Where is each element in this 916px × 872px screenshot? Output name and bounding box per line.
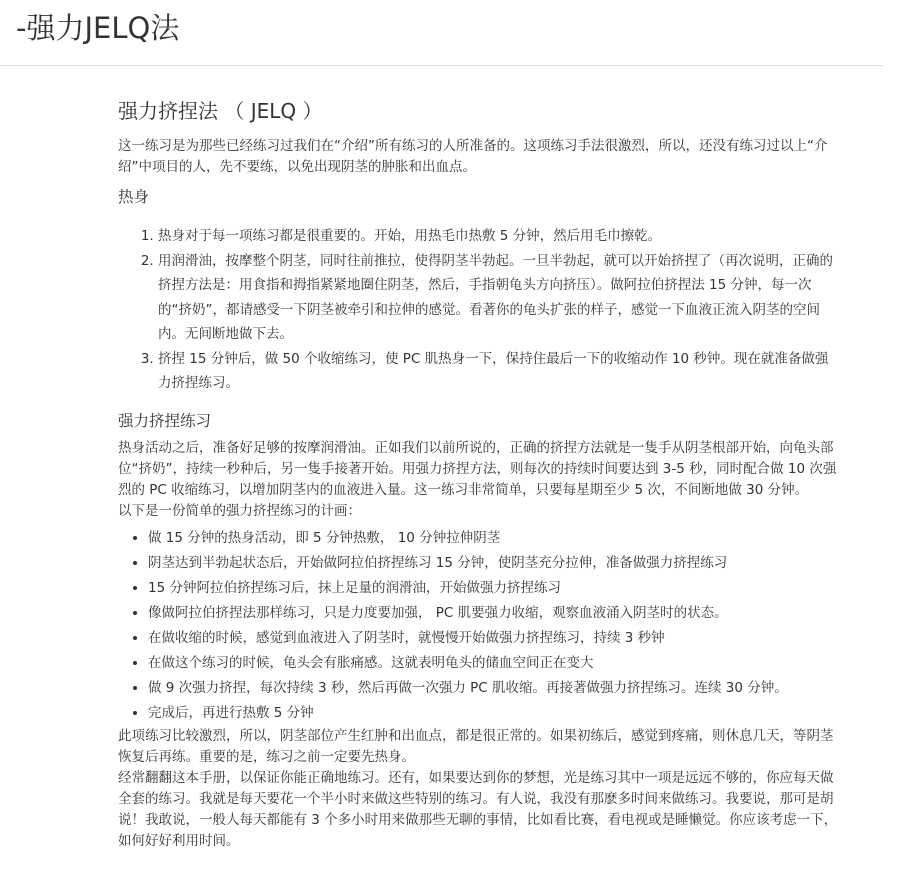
warmup-step: 2. 用润滑油，按摩整个阴茎，同时往前推拉，使得阴茎半勃起。一旦半勃起，就可以开始挤捏了（再次说明，正确的挤捏方法是：用食指和拇指紧紧地圈住阴茎，然后，手指朝龟头方向挤压）。做阿拉伯挤捏法 15 分钟，每一次的“挤奶”，都请感受一下阴茎被牵引和拉伸的感觉。看著你的龟头扩张的样子，感觉一下血液正流入阴茎的空间内。无间断地做下去。 [158, 249, 840, 347]
plan-item: • 在做收缩的时候，感觉到血液进入了阴茎时，就慢慢开始做强力挤捏练习，持续 3 秒钟 [148, 626, 840, 651]
after-paragraph-1: 此项练习比较激烈，所以，阴茎部位产生红肿和出血点，都是很正常的。如果初练后，感觉到疼痛，则休息几天，等阴茎恢复后再练。重要的是，练习之前一定要先热身。 [118, 727, 834, 765]
plan-item: • 完成后，再进行热敷 5 分钟 [148, 701, 840, 726]
intro-paragraph: 这一练习是为那些已经练习过我们在“介绍”所有练习的人所准备的。这项练习手法很激烈，所以，还没有练习过以上“介绍”中项目的人，先不要练，以免出现阴茎的肿胀和出血点。 [118, 138, 828, 175]
warmup-steps-list [118, 224, 840, 396]
plan-item: • 做 9 次强力挤捏，每次持续 3 秒，然后再做一次强力 PC 肌收缩。再接著做强力挤捏练习。连续 30 分钟。 [148, 676, 840, 701]
page-title: -强力JELQ法 [16, 11, 180, 45]
article-content [118, 96, 840, 852]
plan-list [118, 526, 840, 726]
plan-item: • 做 15 分钟的热身活动，即 5 分钟热敷， 10 分钟拉伸阴茎 [148, 526, 840, 551]
plan-intro: 以下是一份简单的强力挤捏练习的计画： [118, 502, 361, 519]
after-paragraph-2: 经常翻翻这本手册，以保证你能正确地练习。还有，如果要达到你的梦想，光是练习其中一项是远远不够的，你应每天做全套的练习。我就是每天要花一个半小时来做这些特别的练习。有人说，我没有那麽多时间来做练习。我要说，那可是胡说！我敢说，一般人每天都能有 3 个多小时用来做那些无聊的事情，比如看比赛，看电视或是睡懒觉。你应该考虑一下，如何好好利用时间。 [118, 769, 838, 849]
plan-item: • 阴茎达到半勃起状态后，开始做阿拉伯挤捏练习 15 分钟，使阴茎充分拉伸，准备做强力挤捏练习 [148, 551, 840, 576]
article-title: 强力挤捏法 （ JELQ ） [118, 99, 323, 123]
warmup-step: 3. 挤捏 15 分钟后，做 50 个收缩练习，使 PC 肌热身一下，保持住最后一下的收缩动作 10 秒钟。现在就准备做强力挤捏练习。 [158, 347, 840, 396]
plan-item: • 像做阿拉伯挤捏法那样练习，只是力度要加强， PC 肌要强力收缩，观察血液涌入阴茎时的状态。 [148, 601, 840, 626]
plan-item: • 15 分钟阿拉伯挤捏练习后，抹上足量的润滑油，开始做强力挤捏练习 [148, 576, 840, 601]
warmup-step: 1. 热身对于每一项练习都是很重要的。开始，用热毛巾热敷 5 分钟，然后用毛巾擦乾。 [158, 224, 840, 249]
page-header [0, 0, 884, 66]
practice-paragraph: 热身活动之后，准备好足够的按摩润滑油。正如我们以前所说的，正确的挤捏方法就是一隻手从阴茎根部开始，向龟头部位“挤奶”，持续一秒种后，另一隻手接著开始。用强力挤捏方法，则每次的持续时间要达到 3-5 秒，同时配合做 10 次强烈的 PC 收缩练习，以增加阴茎内的血液进入量。这一练习非常简单，只要每星期至少 5 次，不间断地做 30 分钟。 [118, 439, 837, 498]
warmup-heading: 热身 [118, 188, 150, 206]
plan-item: • 在做这个练习的时候，龟头会有胀痛感。这就表明龟头的储血空间正在变大 [148, 651, 840, 676]
practice-heading: 强力挤捏练习 [118, 411, 212, 430]
